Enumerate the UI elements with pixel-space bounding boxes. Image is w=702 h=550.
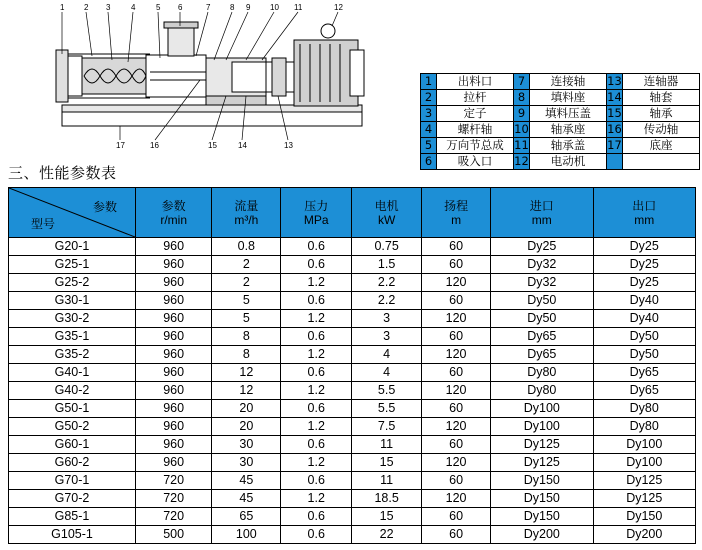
table-cell: 8 [212,346,281,364]
table-cell: 0.6 [281,292,352,310]
table-cell: 60 [422,364,491,382]
corner-param-label: 参数 [92,200,117,214]
legend-part-name: 轴承座 [530,122,607,138]
legend-row [421,74,700,90]
header-speed: 参数 r/min [136,188,212,238]
legend-part-name: 螺杆轴 [437,122,514,138]
callout-14: 14 [238,141,247,150]
table-cell: 4 [352,346,422,364]
legend-number: 17 [607,138,622,152]
table-cell: Dy25 [491,238,593,256]
legend-number: 4 [421,122,437,138]
callout-8: 8 [230,3,235,12]
callout-3: 3 [106,3,111,12]
table-row [9,292,696,310]
table-cell: 4 [352,364,422,382]
legend-number: 12 [514,154,529,168]
legend-part-name: 定子 [437,106,514,122]
table-cell: 60 [422,328,491,346]
table-cell: 720 [136,472,212,490]
table-cell: 500 [136,526,212,544]
table-cell: Dy100 [491,400,593,418]
table-cell: 960 [136,310,212,328]
table-cell: Dy32 [491,274,593,292]
table-cell: 22 [352,526,422,544]
legend-part-name: 填料压盖 [530,106,607,122]
legend-part-name: 轴套 [623,90,700,106]
table-cell: Dy65 [593,382,695,400]
model-cell: G70-1 [9,472,136,490]
callout-9: 9 [246,3,251,12]
table-row [9,508,696,526]
table-row [9,418,696,436]
table-cell: 1.2 [281,418,352,436]
model-cell: G105-1 [9,526,136,544]
legend-number: 6 [421,154,437,170]
legend-part-name: 传动轴 [623,122,700,138]
table-cell: Dy125 [491,436,593,454]
model-cell: G60-1 [9,436,136,454]
legend-number: 10 [514,122,529,136]
table-cell: Dy65 [593,364,695,382]
legend-part-name: 轴承盖 [530,138,607,154]
table-row [9,490,696,508]
table-cell: 0.6 [281,472,352,490]
legend-number: 13 [607,74,622,88]
callout-17: 17 [116,141,125,150]
table-cell: 8 [212,328,281,346]
callout-1: 1 [60,3,65,12]
legend-row [421,106,700,122]
table-cell: Dy65 [491,328,593,346]
model-cell: G40-2 [9,382,136,400]
motor [294,40,358,106]
table-cell: 960 [136,418,212,436]
table-cell: 0.6 [281,526,352,544]
section-title: 三、性能参数表 [8,164,117,182]
legend-number: 9 [514,106,530,122]
table-row [9,364,696,382]
legend-part-name: 连轴器 [623,74,700,90]
table-cell: 2 [212,274,281,292]
table-cell: 1.5 [352,256,422,274]
table-cell: Dy150 [593,508,695,526]
table-cell: 960 [136,454,212,472]
table-row [9,238,696,256]
table-cell: Dy150 [491,508,593,526]
model-cell: G25-2 [9,274,136,292]
table-cell: 0.6 [281,328,352,346]
table-cell: 30 [212,454,281,472]
table-cell: 0.75 [352,238,422,256]
table-cell: 960 [136,292,212,310]
table-cell: 11 [352,436,422,454]
table-cell: 960 [136,382,212,400]
legend-number: 2 [421,90,437,106]
legend-part-name: 轴承 [623,106,700,122]
legend-row [421,90,700,106]
table-cell: 1.2 [281,454,352,472]
header-motor: 电机 kW [352,188,422,238]
table-cell: Dy50 [593,346,695,364]
callout-4: 4 [131,3,136,12]
table-row [9,400,696,418]
model-cell: G25-1 [9,256,136,274]
legend-part-name: 连接轴 [530,74,607,90]
table-cell: 60 [422,400,491,418]
table-cell: 960 [136,436,212,454]
table-cell: Dy40 [593,310,695,328]
corner-model-label: 型号 [31,217,56,231]
table-cell: 60 [422,292,491,310]
table-cell: 20 [212,418,281,436]
table-cell: Dy40 [593,292,695,310]
legend-part-name: 拉杆 [437,90,514,106]
table-cell: Dy125 [491,454,593,472]
inlet-flange [168,26,194,56]
table-cell: 100 [212,526,281,544]
table-cell: Dy80 [593,418,695,436]
model-cell: G30-1 [9,292,136,310]
model-cell: G40-1 [9,364,136,382]
table-cell: 20 [212,400,281,418]
table-cell: 5 [212,310,281,328]
table-cell: 120 [422,418,491,436]
table-cell: 5.5 [352,400,422,418]
table-cell: 60 [422,238,491,256]
callout-10: 10 [270,3,279,12]
pump-assembly-drawing [0,0,420,160]
model-cell: G85-1 [9,508,136,526]
table-cell: 960 [136,256,212,274]
table-cell: 120 [422,490,491,508]
callout-11: 11 [294,3,303,12]
legend-part-name [623,154,700,170]
table-cell: 15 [352,508,422,526]
table-cell: 18.5 [352,490,422,508]
table-cell: 2.2 [352,274,422,292]
table-cell: 0.8 [212,238,281,256]
table-cell: 720 [136,508,212,526]
legend-number: 5 [421,138,437,154]
suction-housing [146,55,206,97]
table-cell: 7.5 [352,418,422,436]
table-cell: 11 [352,472,422,490]
table-cell: 45 [212,472,281,490]
table-cell: Dy125 [593,472,695,490]
legend-number: 8 [514,90,530,106]
table-cell: Dy25 [593,238,695,256]
table-cell: 1.2 [281,346,352,364]
legend-part-name: 出料口 [437,74,514,90]
table-row [9,274,696,292]
legend-number: 7 [514,74,530,90]
table-cell: 120 [422,382,491,400]
header-outlet: 出口 mm [593,188,695,238]
table-cell: Dy25 [593,256,695,274]
model-cell: G35-2 [9,346,136,364]
legend-row [421,154,700,170]
legend-part-name: 万向节总成 [437,138,514,154]
stator [82,58,146,94]
callout-2: 2 [84,3,89,12]
model-cell: G35-1 [9,328,136,346]
table-cell: 0.6 [281,400,352,418]
header-head: 扬程 m [422,188,491,238]
legend-number [607,154,623,170]
table-cell: 960 [136,238,212,256]
table-cell: 60 [422,256,491,274]
table-cell: 1.2 [281,310,352,328]
table-cell: 720 [136,490,212,508]
callout-7: 7 [206,3,211,12]
performance-table [8,187,696,544]
table-cell: Dy150 [491,472,593,490]
legend-part-name: 电动机 [530,154,607,170]
legend-part-name: 吸入口 [437,154,514,170]
model-cell: G50-2 [9,418,136,436]
callout-16: 16 [150,141,159,150]
table-cell: Dy65 [491,346,593,364]
table-cell: 3 [352,328,422,346]
model-cell: G20-1 [9,238,136,256]
table-cell: Dy80 [593,400,695,418]
table-row [9,256,696,274]
table-cell: 12 [212,364,281,382]
table-cell: 960 [136,400,212,418]
table-cell: 0.6 [281,256,352,274]
base-plate [62,112,362,126]
table-cell: Dy80 [491,364,593,382]
legend-number: 11 [514,138,529,152]
table-cell: Dy50 [491,310,593,328]
table-cell: 120 [422,454,491,472]
legend-number: 1 [421,74,437,90]
table-row [9,526,696,544]
table-header-row [9,188,696,238]
table-cell: 12 [212,382,281,400]
table-cell: Dy100 [593,436,695,454]
table-row [9,310,696,328]
table-cell: 5.5 [352,382,422,400]
legend-row [421,122,700,138]
table-cell: 65 [212,508,281,526]
table-cell: 120 [422,310,491,328]
model-cell: G60-2 [9,454,136,472]
corner-header [9,188,136,238]
table-cell: 1.2 [281,490,352,508]
table-cell: 1.2 [281,382,352,400]
table-row [9,346,696,364]
model-cell: G30-2 [9,310,136,328]
table-cell: 3 [352,310,422,328]
table-cell: Dy100 [491,418,593,436]
table-cell: Dy32 [491,256,593,274]
table-cell: Dy25 [593,274,695,292]
callout-6: 6 [178,3,183,12]
table-cell: 60 [422,436,491,454]
table-cell: Dy125 [593,490,695,508]
table-cell: 30 [212,436,281,454]
table-cell: 60 [422,526,491,544]
table-cell: 0.6 [281,238,352,256]
legend-number: 16 [607,122,622,136]
table-cell: 60 [422,472,491,490]
table-cell: Dy80 [491,382,593,400]
table-row [9,454,696,472]
table-cell: 5 [212,292,281,310]
table-cell: 960 [136,364,212,382]
legend-part-name: 填料座 [530,90,607,106]
table-cell: 960 [136,274,212,292]
table-cell: 2.2 [352,292,422,310]
table-cell: Dy50 [491,292,593,310]
table-cell: 0.6 [281,436,352,454]
callout-15: 15 [208,141,217,150]
parts-legend [420,73,700,170]
table-cell: 1.2 [281,274,352,292]
table-cell: 120 [422,274,491,292]
table-row [9,328,696,346]
model-cell: G70-2 [9,490,136,508]
table-cell: 960 [136,328,212,346]
table-cell: Dy100 [593,454,695,472]
table-cell: Dy150 [491,490,593,508]
header-inlet: 进口 mm [491,188,593,238]
table-row [9,436,696,454]
model-cell: G50-1 [9,400,136,418]
table-cell: 960 [136,346,212,364]
header-pressure: 压力 MPa [281,188,352,238]
legend-number: 3 [421,106,437,122]
table-cell: 15 [352,454,422,472]
legend-number: 15 [607,106,622,120]
table-cell: 120 [422,346,491,364]
table-cell: 60 [422,508,491,526]
outlet-flange [56,50,68,102]
table-cell: 45 [212,490,281,508]
table-cell: 2 [212,256,281,274]
table-cell: 0.6 [281,508,352,526]
legend-number: 14 [607,90,622,104]
table-row [9,472,696,490]
table-cell: Dy200 [593,526,695,544]
table-cell: Dy200 [491,526,593,544]
table-cell: Dy50 [593,328,695,346]
callout-5: 5 [156,3,161,12]
callout-12: 12 [334,3,343,12]
table-cell: 0.6 [281,364,352,382]
legend-row [421,138,700,154]
table-row [9,382,696,400]
header-flow: 流量 m³/h [212,188,281,238]
callout-13: 13 [284,141,293,150]
legend-part-name: 底座 [623,138,700,154]
